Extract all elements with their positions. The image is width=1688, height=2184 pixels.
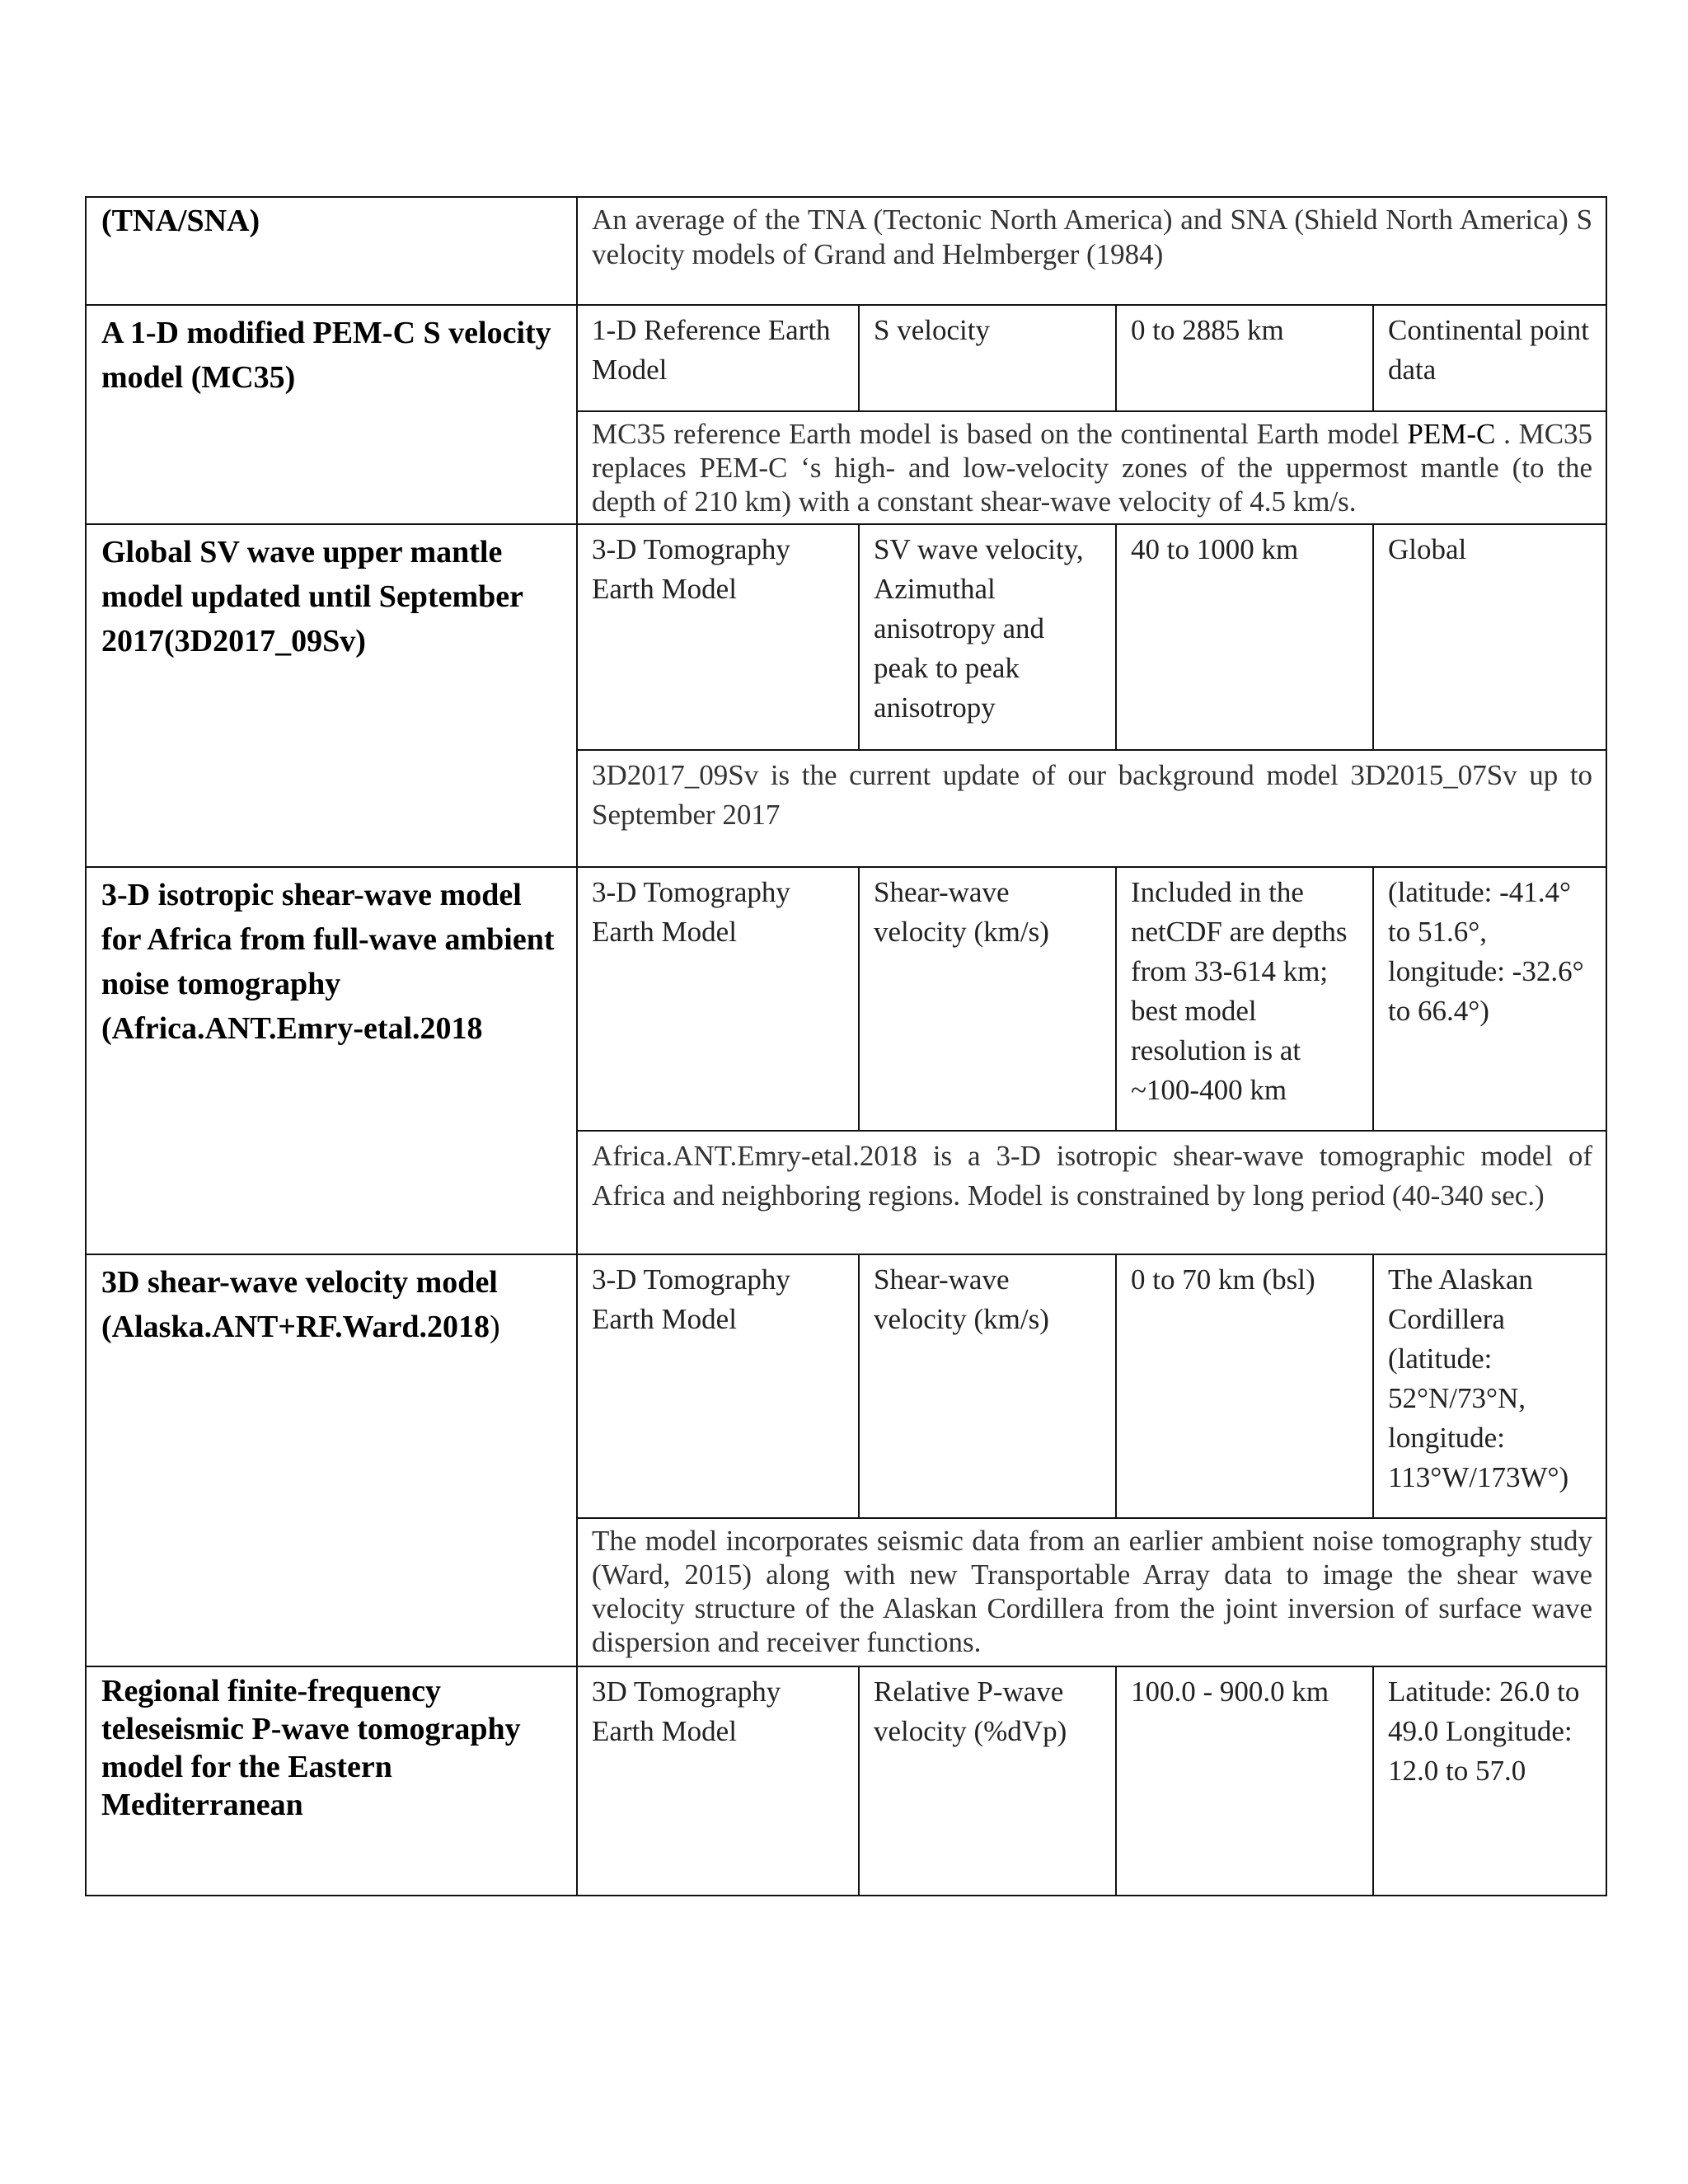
model-depth: 0 to 70 km (bsl)	[1116, 1254, 1373, 1518]
model-name: 3D shear-wave velocity model (Alaska.ANT+RF.Ward.2018)	[86, 1254, 577, 1666]
model-parameter: Shear-wave velocity (km/s)	[859, 1254, 1116, 1518]
model-description: The model incorporates seismic data from an earlier ambient noise tomography study (Ward, 2015) along with new Transportable Array data to image the shear wave velocity structure of the Alaskan Cordillera from the joint inversion of surface wave dispersion and receiver functions.	[577, 1518, 1606, 1666]
model-parameter: Shear-wave velocity (km/s)	[859, 867, 1116, 1131]
model-type: 3D Tomography Earth Model	[577, 1666, 859, 1896]
model-name: 3-D isotropic shear-wave model for Africa from full-wave ambient noise tomography (Africa.ANT.Emry-etal.2018	[86, 867, 577, 1254]
model-name: (TNA/SNA)	[86, 197, 577, 305]
model-depth: Included in the netCDF are depths from 33-614 km; best model resolution is at ~100-400 km	[1116, 867, 1373, 1131]
table-row	[86, 867, 1606, 1131]
pem-c-term: PEM-C	[1407, 418, 1496, 450]
model-type: 3-D Tomography Earth Model	[577, 867, 859, 1131]
model-parameter: SV wave velocity, Azimuthal anisotropy and peak to peak anisotropy	[859, 524, 1116, 750]
model-coverage: (latitude: -41.4° to 51.6°, longitude: -32.6° to 66.4°)	[1373, 867, 1606, 1131]
model-description: An average of the TNA (Tectonic North America) and SNA (Shield North America) S velocity models of Grand and Helmberger (1984)	[577, 197, 1606, 305]
model-description: 3D2017_09Sv is the current update of our background model 3D2015_07Sv up to September 2017	[577, 750, 1606, 867]
table-row	[86, 305, 1606, 411]
model-name: Global SV wave upper mantle model updated until September 2017(3D2017_09Sv)	[86, 524, 577, 867]
table-row	[86, 1666, 1606, 1896]
table-row	[86, 524, 1606, 750]
table-row	[86, 197, 1606, 305]
model-coverage: Continental point data	[1373, 305, 1606, 411]
model-type: 1-D Reference Earth Model	[577, 305, 859, 411]
model-coverage: The Alaskan Cordillera (latitude: 52°N/73°N, longitude: 113°W/173W°)	[1373, 1254, 1606, 1518]
model-description: MC35 reference Earth model is based on the continental Earth model PEM-C . MC35 replaces PEM-C ‘s high- and low-velocity zones of the uppermost mantle (to the depth of 210 km) with a constant shear-wave velocity of 4.5 km/s.	[577, 411, 1606, 524]
model-table	[85, 196, 1607, 1896]
model-depth: 0 to 2885 km	[1116, 305, 1373, 411]
model-parameter: S velocity	[859, 305, 1116, 411]
model-depth: 40 to 1000 km	[1116, 524, 1373, 750]
model-description: Africa.ANT.Emry-etal.2018 is a 3-D isotropic shear-wave tomographic model of Africa and neighboring regions. Model is constrained by long period (40-340 sec.)	[577, 1131, 1606, 1254]
model-name: Regional finite-frequency teleseismic P-wave tomography model for the Eastern Mediterranean	[86, 1666, 577, 1896]
model-depth: 100.0 - 900.0 km	[1116, 1666, 1373, 1896]
model-type: 3-D Tomography Earth Model	[577, 524, 859, 750]
model-coverage: Global	[1373, 524, 1606, 750]
table-row	[86, 1254, 1606, 1518]
model-coverage: Latitude: 26.0 to 49.0 Longitude: 12.0 to 57.0	[1373, 1666, 1606, 1896]
model-parameter: Relative P-wave velocity (%dVp)	[859, 1666, 1116, 1896]
model-name: A 1-D modified PEM-C S velocity model (MC35)	[86, 305, 577, 524]
model-type: 3-D Tomography Earth Model	[577, 1254, 859, 1518]
